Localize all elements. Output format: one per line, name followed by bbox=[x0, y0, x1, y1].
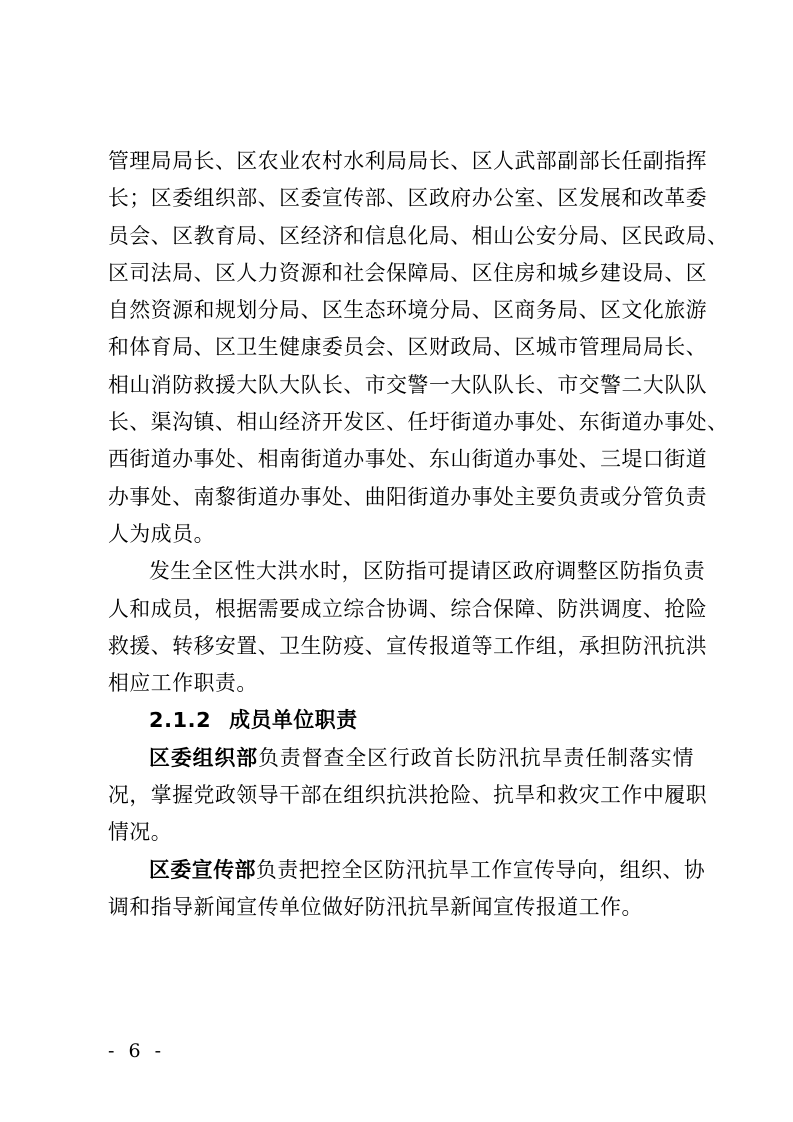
text-line: 长、渠沟镇、相山经济开发区、任圩街道办事处、东街道办事处、 bbox=[108, 410, 729, 435]
text-line: 西街道办事处、相南街道办事处、东山街道办事处、三堤口街道 bbox=[108, 447, 708, 472]
duty-text: 负责督查全区行政首长防汛抗旱责任制落实情 bbox=[258, 745, 695, 770]
text-line: 人为成员。 bbox=[108, 521, 215, 546]
text-line: 救援、转移安置、卫生防疫、宣传报道等工作组，承担防汛抗洪 bbox=[108, 633, 708, 658]
text-line: 长；区委组织部、区委宣传部、区政府办公室、区发展和改革委 bbox=[108, 186, 708, 211]
text-line: 自然资源和规划分局、区生态环境分局、区商务局、区文化旅游 bbox=[108, 298, 708, 323]
text-line: 办事处、南黎街道办事处、曲阳街道办事处主要负责或分管负责 bbox=[108, 484, 708, 509]
text-line: 况，掌握党政领导干部在组织抗洪抢险、抗旱和救灾工作中履职 bbox=[108, 783, 708, 808]
unit-name: 区委宣传部 bbox=[149, 857, 256, 882]
paragraph-flood-adjustment bbox=[108, 553, 708, 702]
text-line: 管理局局长、区农业农村水利局局长、区人武部副部长任副指挥 bbox=[108, 149, 708, 173]
unit-name: 区委组织部 bbox=[149, 745, 259, 770]
section-heading bbox=[108, 702, 694, 739]
text-line: 发生全区性大洪水时，区防指可提请区政府调整区防指负责 bbox=[149, 559, 706, 584]
text-line bbox=[108, 740, 694, 777]
text-line: 人和成员，根据需要成立综合协调、综合保障、防洪调度、抢险 bbox=[108, 596, 708, 621]
text-line: 员会、区教育局、区经济和信息化局、相山公安分局、区民政局、 bbox=[108, 223, 729, 248]
text-line: 和体育局、区卫生健康委员会、区财政局、区城市管理局局长、 bbox=[108, 335, 708, 360]
duty-text: 负责把控全区防汛抗旱工作宣传导向，组织、协 bbox=[255, 857, 706, 882]
text-line: 区司法局、区人力资源和社会保障局、区住房和城乡建设局、区 bbox=[108, 260, 708, 285]
paragraph-publicity-dept bbox=[108, 852, 706, 927]
paragraph-organization-dept bbox=[108, 740, 708, 852]
text-line: 情况。 bbox=[108, 820, 173, 845]
text-line bbox=[108, 852, 706, 889]
text-line: 调和指导新闻宣传单位做好防汛抗旱新闻宣传报道工作。 bbox=[108, 894, 643, 919]
section-number: 2.1.2 bbox=[149, 708, 212, 733]
text-line: 相山消防救援大队大队长、市交警一大队队长、市交警二大队队 bbox=[108, 372, 708, 397]
paragraph-member-list bbox=[108, 143, 729, 553]
page-number: - 6 - bbox=[108, 1040, 166, 1062]
text-line: 相应工作职责。 bbox=[108, 671, 258, 696]
section-title: 成员单位职责 bbox=[229, 708, 358, 733]
document-body bbox=[108, 143, 729, 926]
